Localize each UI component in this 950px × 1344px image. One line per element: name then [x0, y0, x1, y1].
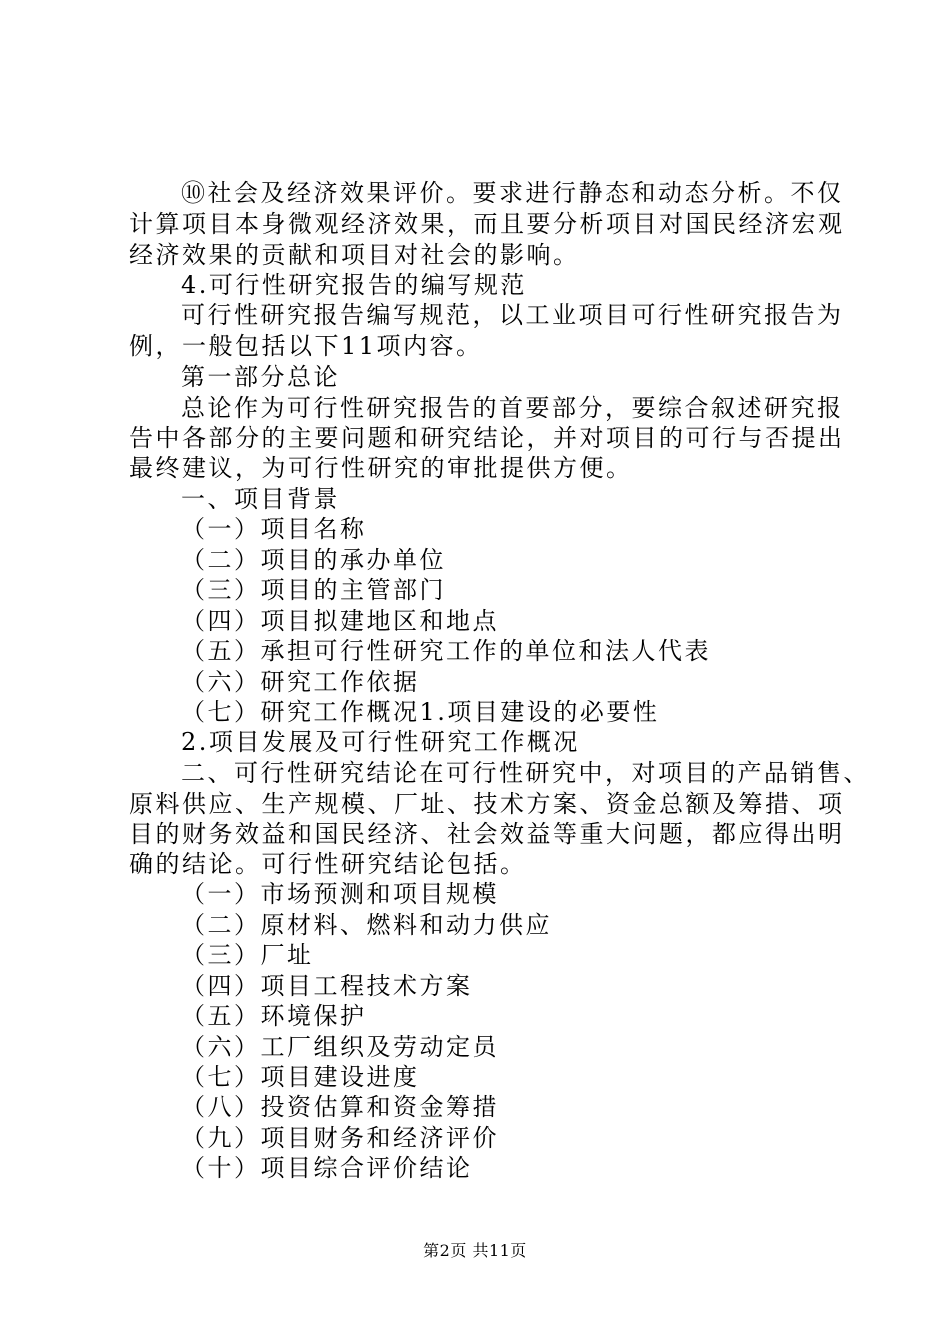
paragraph-line: 确的结论。可行性研究结论包括。	[129, 850, 527, 878]
list-item: （一）项目名称	[181, 515, 367, 543]
section-heading: 4.可行性研究报告的编写规范	[181, 271, 527, 299]
list-item: （四）项目拟建地区和地点	[181, 607, 499, 635]
paragraph-line: 原料供应、生产规模、厂址、技术方案、资金总额及筹措、项	[129, 790, 845, 818]
list-item: （六）研究工作依据	[181, 668, 420, 696]
list-item: （四）项目工程技术方案	[181, 972, 473, 1000]
paragraph-line: 最终建议，为可行性研究的审批提供方便。	[129, 454, 633, 482]
list-item: （二）项目的承办单位	[181, 546, 446, 574]
page-footer: 第2页 共11页	[423, 1241, 527, 1260]
paragraph-line: 二、可行性研究结论在可行性研究中，对项目的产品销售、	[181, 759, 870, 787]
section-heading: 一、项目背景	[181, 485, 340, 513]
part-heading: 第一部分总论	[181, 363, 340, 391]
list-item: （三）项目的主管部门	[181, 576, 446, 604]
list-item: （六）工厂组织及劳动定员	[181, 1033, 499, 1061]
list-item: （十）项目综合评价结论	[181, 1154, 473, 1182]
paragraph-line: 2.项目发展及可行性研究工作概况	[181, 728, 580, 756]
list-item: （五）环境保护	[181, 1002, 367, 1030]
paragraph-line: ⑩社会及经济效果评价。要求进行静态和动态分析。不仅	[181, 179, 844, 207]
paragraph-line: 告中各部分的主要问题和研究结论，并对项目的可行与否提出	[129, 424, 845, 452]
paragraph-line: 可行性研究报告编写规范，以工业项目可行性研究报告为	[181, 301, 844, 329]
paragraph-line: 总论作为可行性研究报告的首要部分，要综合叙述研究报	[181, 394, 844, 422]
list-item: （八）投资估算和资金筹措	[181, 1093, 499, 1121]
paragraph-line: 例，一般包括以下11项内容。	[129, 332, 483, 360]
list-item: （七）项目建设进度	[181, 1063, 420, 1091]
paragraph-line: 计算项目本身微观经济效果，而且要分析项目对国民经济宏观	[129, 210, 845, 238]
list-item: （三）厂址	[181, 941, 314, 969]
paragraph-line: 目的财务效益和国民经济、社会效益等重大问题，都应得出明	[129, 820, 845, 848]
list-item: （一）市场预测和项目规模	[181, 880, 499, 908]
list-item: （五）承担可行性研究工作的单位和法人代表	[181, 637, 711, 665]
list-item: （九）项目财务和经济评价	[181, 1124, 499, 1152]
list-item: （七）研究工作概况1.项目建设的必要性	[181, 698, 660, 726]
list-item: （二）原材料、燃料和动力供应	[181, 911, 552, 939]
paragraph-line: 经济效果的贡献和项目对社会的影响。	[129, 241, 580, 269]
